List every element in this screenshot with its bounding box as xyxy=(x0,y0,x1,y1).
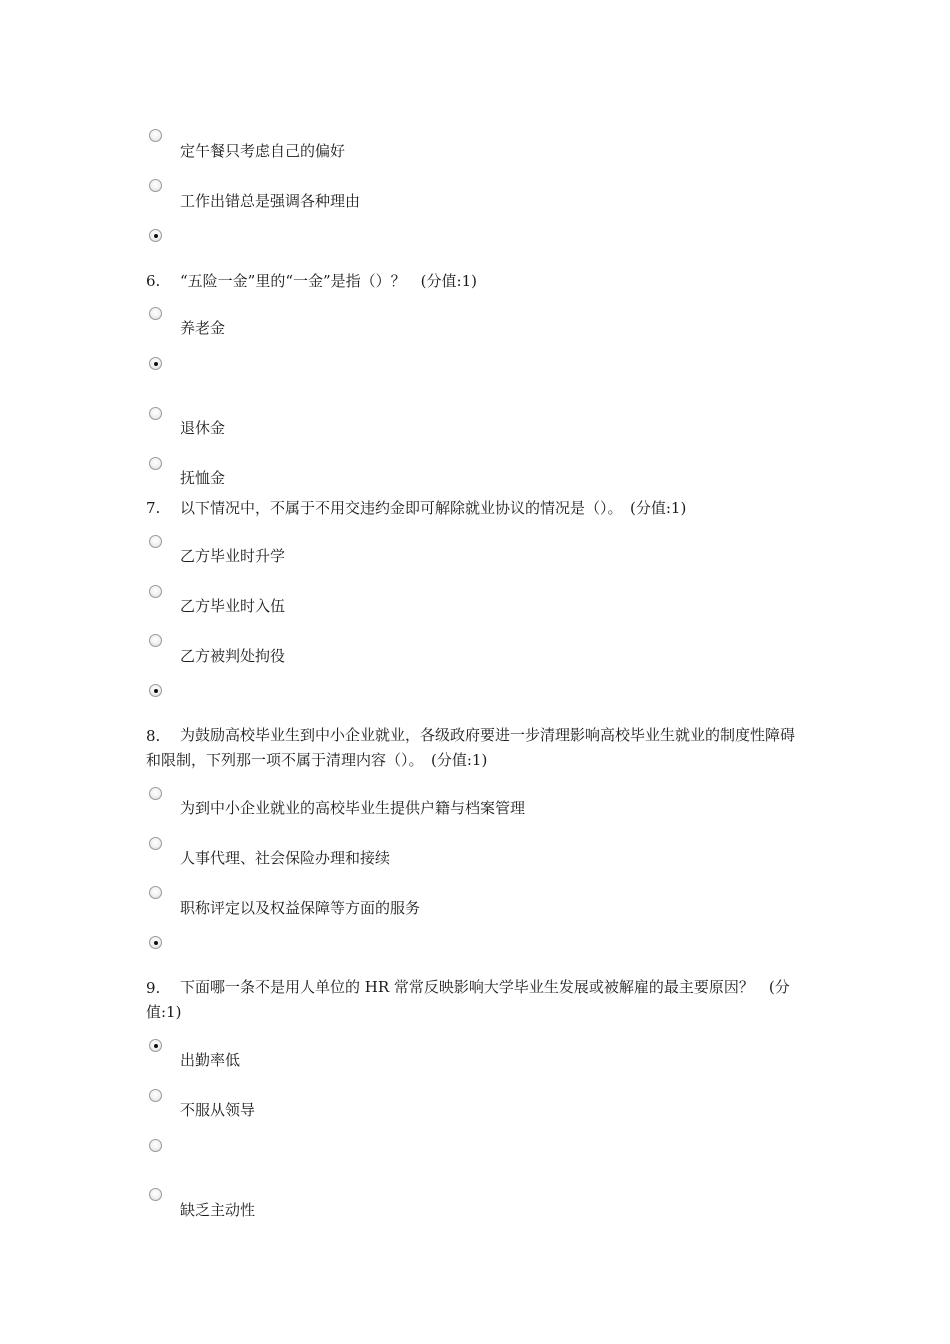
option-label: 职称评定以及权益保障等方面的服务 xyxy=(180,899,421,917)
option-radio[interactable] xyxy=(149,535,162,548)
option-label: 退休金 xyxy=(180,419,226,437)
option-radio[interactable] xyxy=(149,179,162,192)
option-radio-selected[interactable] xyxy=(149,936,162,949)
question-text: 以下情况中，不属于不用交违约金即可解除就业协议的情况是（）。 (分值:1) xyxy=(180,499,687,517)
option-label: 人事代理、社会保险办理和接续 xyxy=(180,849,391,867)
option-label: 工作出错总是强调各种理由 xyxy=(180,192,361,210)
option-radio[interactable] xyxy=(149,457,162,470)
question-text: “五险一金”里的“一金”是指（）？ (分值:1) xyxy=(180,272,477,290)
option-label: 出勤率低 xyxy=(180,1051,241,1069)
option-radio-selected[interactable] xyxy=(149,357,162,370)
option-label: 养老金 xyxy=(180,319,226,337)
option-radio-selected[interactable] xyxy=(149,1039,162,1052)
option-radio[interactable] xyxy=(149,837,162,850)
option-radio-selected[interactable] xyxy=(149,684,162,697)
option-radio[interactable] xyxy=(149,1139,162,1152)
option-radio[interactable] xyxy=(149,585,162,598)
option-label: 不服从领导 xyxy=(180,1101,256,1119)
option-label: 乙方毕业时升学 xyxy=(180,547,286,565)
option-label: 定午餐只考虑自己的偏好 xyxy=(180,142,346,160)
option-radio-selected[interactable] xyxy=(149,229,162,242)
option-radio[interactable] xyxy=(149,787,162,800)
option-label: 乙方毕业时入伍 xyxy=(180,597,286,615)
option-radio[interactable] xyxy=(149,129,162,142)
option-radio[interactable] xyxy=(149,1188,162,1201)
option-label: 缺乏主动性 xyxy=(180,1201,256,1219)
option-label: 抚恤金 xyxy=(180,469,226,487)
question-number: 8. xyxy=(146,727,161,745)
question-number: 9. xyxy=(146,979,161,997)
option-radio[interactable] xyxy=(149,634,162,647)
question-number: 7. xyxy=(146,499,161,517)
option-radio[interactable] xyxy=(149,307,162,320)
option-label: 乙方被判处拘役 xyxy=(180,647,286,665)
question-text: 下面哪一条不是用人单位的 HR 常常反映影响大学毕业生发展或被解雇的最主要原因？ (分值:1) xyxy=(146,978,790,1021)
option-radio[interactable] xyxy=(149,1089,162,1102)
question-text: 为鼓励高校毕业生到中小企业就业，各级政府要进一步清理影响高校毕业生就业的制度性障碍和限制，下列那一项不属于清理内容（）。 (分值:1) xyxy=(146,726,796,769)
option-radio[interactable] xyxy=(149,407,162,420)
question-number: 6. xyxy=(146,272,161,290)
option-label: 为到中小企业就业的高校毕业生提供户籍与档案管理 xyxy=(180,799,526,817)
option-radio[interactable] xyxy=(149,886,162,899)
